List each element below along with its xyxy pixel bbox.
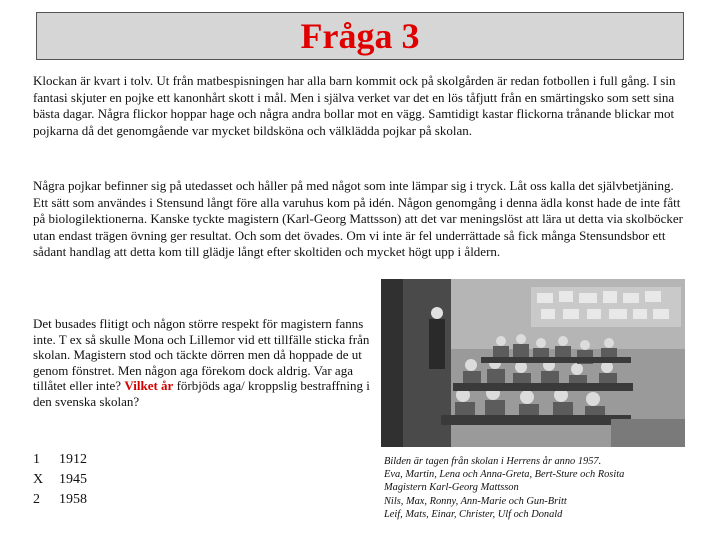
caption-line: Leif, Mats, Einar, Christer, Ulf och Donald [384, 508, 563, 520]
paragraph-3-text: Det busades flitigt och någon större respekt för magistern fanns inte. T ex så skulle Mona och Lillemor vid ett tillfälle sticka från skolan. Magistern stod och täckte dörren men då hoppade de ut genom fönstret. Men någon aga förekom dock aldrig. Var aga tillåtet eller inte? [33, 316, 370, 393]
question-highlight: Vilket år [124, 378, 174, 393]
answer-option-x[interactable] [33, 470, 87, 490]
photo-caption [384, 455, 684, 521]
caption-line: Magistern Karl-Georg Mattsson [384, 482, 519, 494]
answer-key: 2 [33, 492, 40, 507]
story-paragraph-1: Klockan är kvart i tolv. Ut från matbespisningen har alla barn kommit ock på skolgården är redan fotbollen i full gång. I sin fantasi skjuter en pojke ett kanonhårt skott i mål. Men i själva verket var det en lös tåfjutt från en smärtingsko som sett sina bästa dagar. Några flickor hoppar hage och några andra bollar mot en vägg. Samtidigt kastar flickorna trånande blickar mot pojkarna då det genomgående var mycket bildsköna och välklädda pojkar på skolan. [33, 73, 676, 138]
page-title: Fråga 3 [300, 16, 420, 56]
answer-options [33, 450, 87, 510]
class-photo-illustration [381, 279, 685, 447]
answer-value: 1945 [59, 472, 87, 487]
caption-line: Eva, Martin, Lena och Anna-Greta, Bert-Sture och Rosita [384, 469, 625, 481]
class-photo [381, 279, 685, 447]
answer-option-2[interactable] [33, 490, 87, 510]
answer-value: 1912 [59, 452, 87, 467]
caption-line: Nils, Max, Ronny, Ann-Marie och Gun-Britt [384, 495, 567, 507]
story-paragraph-2: Några pojkar befinner sig på utedasset och håller på med något som inte lämpar sig i tryck. Låt oss kalla det självbetjäning. Ett sätt som användes i Stensund långt före alla varuhus kom på idén. Någon genomgång i denna ädla konst hade de inte fått på biologilektionerna. Kanske tyckte magistern (Karl-Georg Mattsson) att det var meningslöst att lära ut detta via skolböcker utan endast trägen övning ger resultat. Och som det övades. Om vi inte är fel underrättade så fick många Stensundsbor ett sådant handlag att detta kom till glädje långt efter skoltiden och mycket högt upp i åldern. [33, 178, 683, 260]
paragraph-3-tail: förbjöds aga/ kroppslig bestraffning i den svenska skolan? [33, 378, 370, 409]
answer-key: X [33, 472, 44, 487]
story-paragraph-3 [33, 316, 373, 409]
answer-key: 1 [33, 452, 40, 467]
answer-value: 1958 [59, 492, 87, 507]
answer-option-1[interactable] [33, 450, 87, 470]
title-banner [36, 12, 684, 60]
caption-line: Bilden är tagen från skolan i Herrens år anno 1957. [384, 456, 602, 467]
